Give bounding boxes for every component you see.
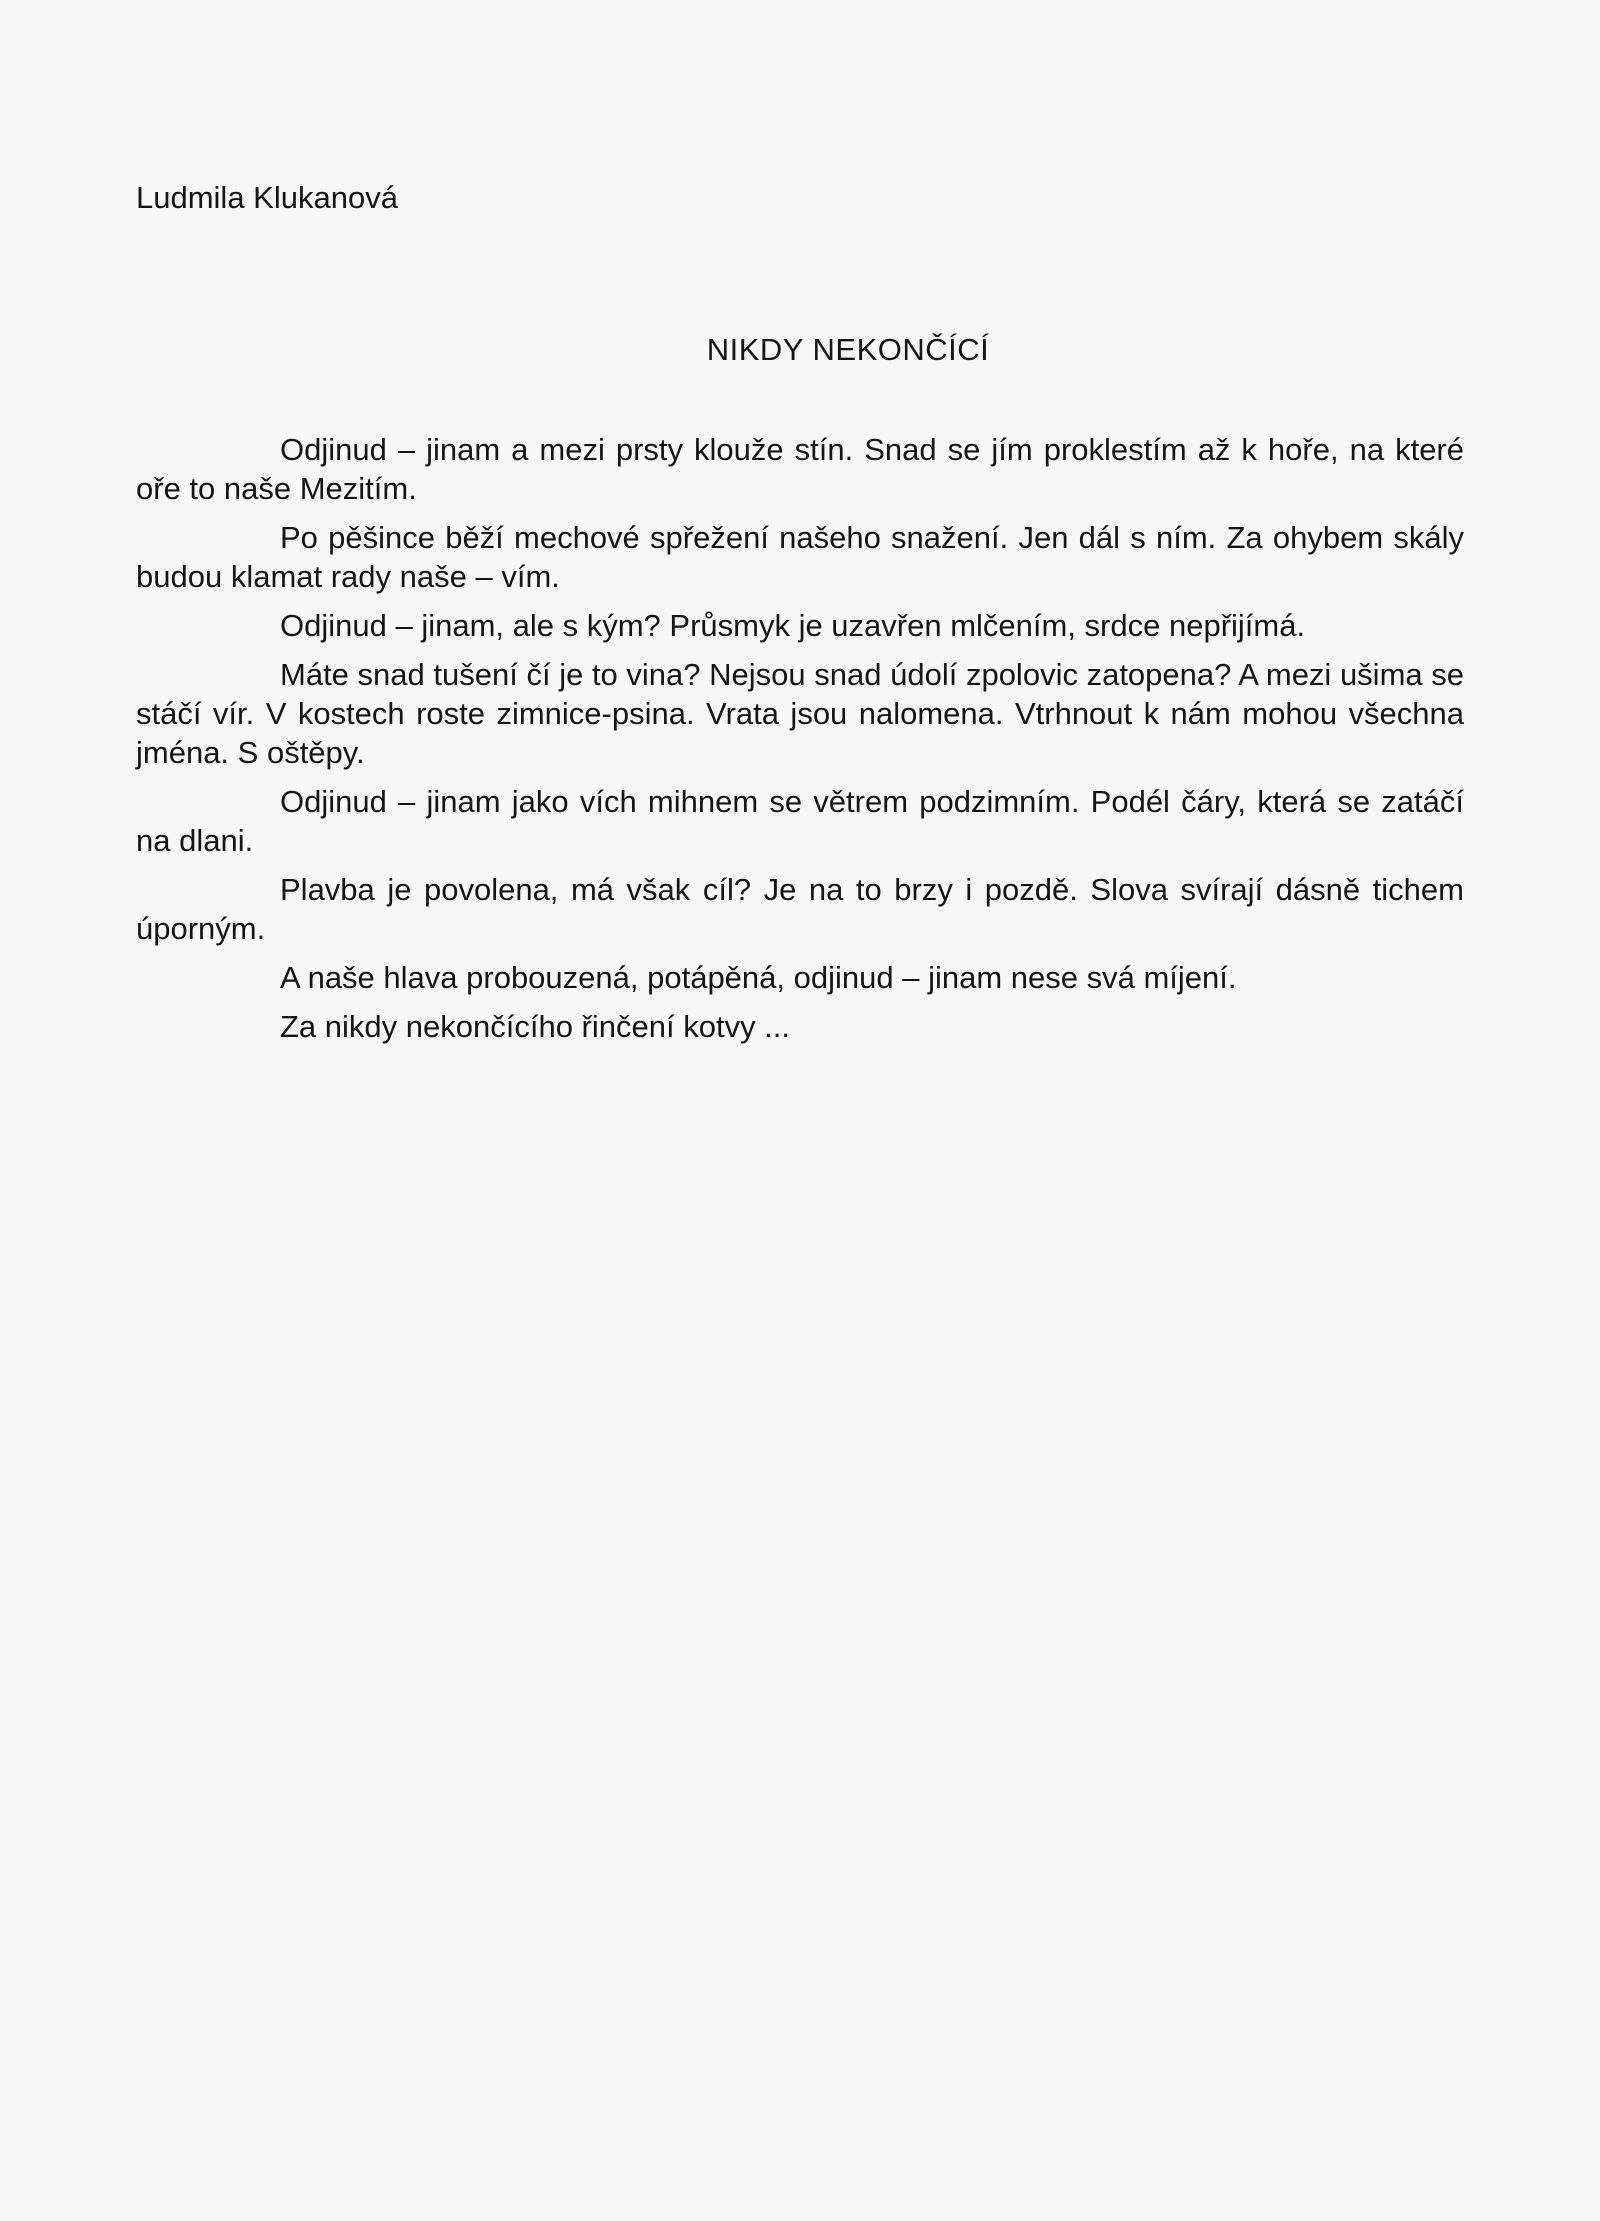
stanza-5: Odjinud – jinam jako vích mihnem se větrem podzimním. Podél čáry, která se zatáčí na dlani. [136,784,1464,858]
author-name: Ludmila Klukanová [136,180,398,215]
stanza-7: A naše hlava probouzená, potápěná, odjinud – jinam nese svá míjení. [280,960,1237,995]
stanza-3: Odjinud – jinam, ale s kým? Průsmyk je uzavřen mlčením, srdce nepřijímá. [280,608,1306,643]
stanza-8: Za nikdy nekončícího řinčení kotvy ... [280,1009,791,1044]
stanza-1: Odjinud – jinam a mezi prsty klouže stín. Snad se jím proklestím až k hoře, na které oře to naše Mezitím. [136,432,1464,506]
stanza-2: Po pěšince běží mechové spřežení našeho snažení. Jen dál s ním. Za ohybem skály budou klamat rady naše – vím. [136,520,1464,594]
poem-body [136,430,1464,1056]
poem-title: NIKDY NEKONČÍCÍ [706,332,990,367]
stanza-4: Máte snad tušení čí je to vina? Nejsou snad údolí zpolovic zatopena? A mezi ušima se stáčí vír. V kostech roste zimnice-psina. Vrata jsou nalomena. Vtrhnout k nám mohou všechna jména. S oštěpy. [136,657,1464,770]
stanza-6: Plavba je povolena, má však cíl? Je na to brzy i pozdě. Slova svírají dásně tichem úporným. [136,872,1464,946]
